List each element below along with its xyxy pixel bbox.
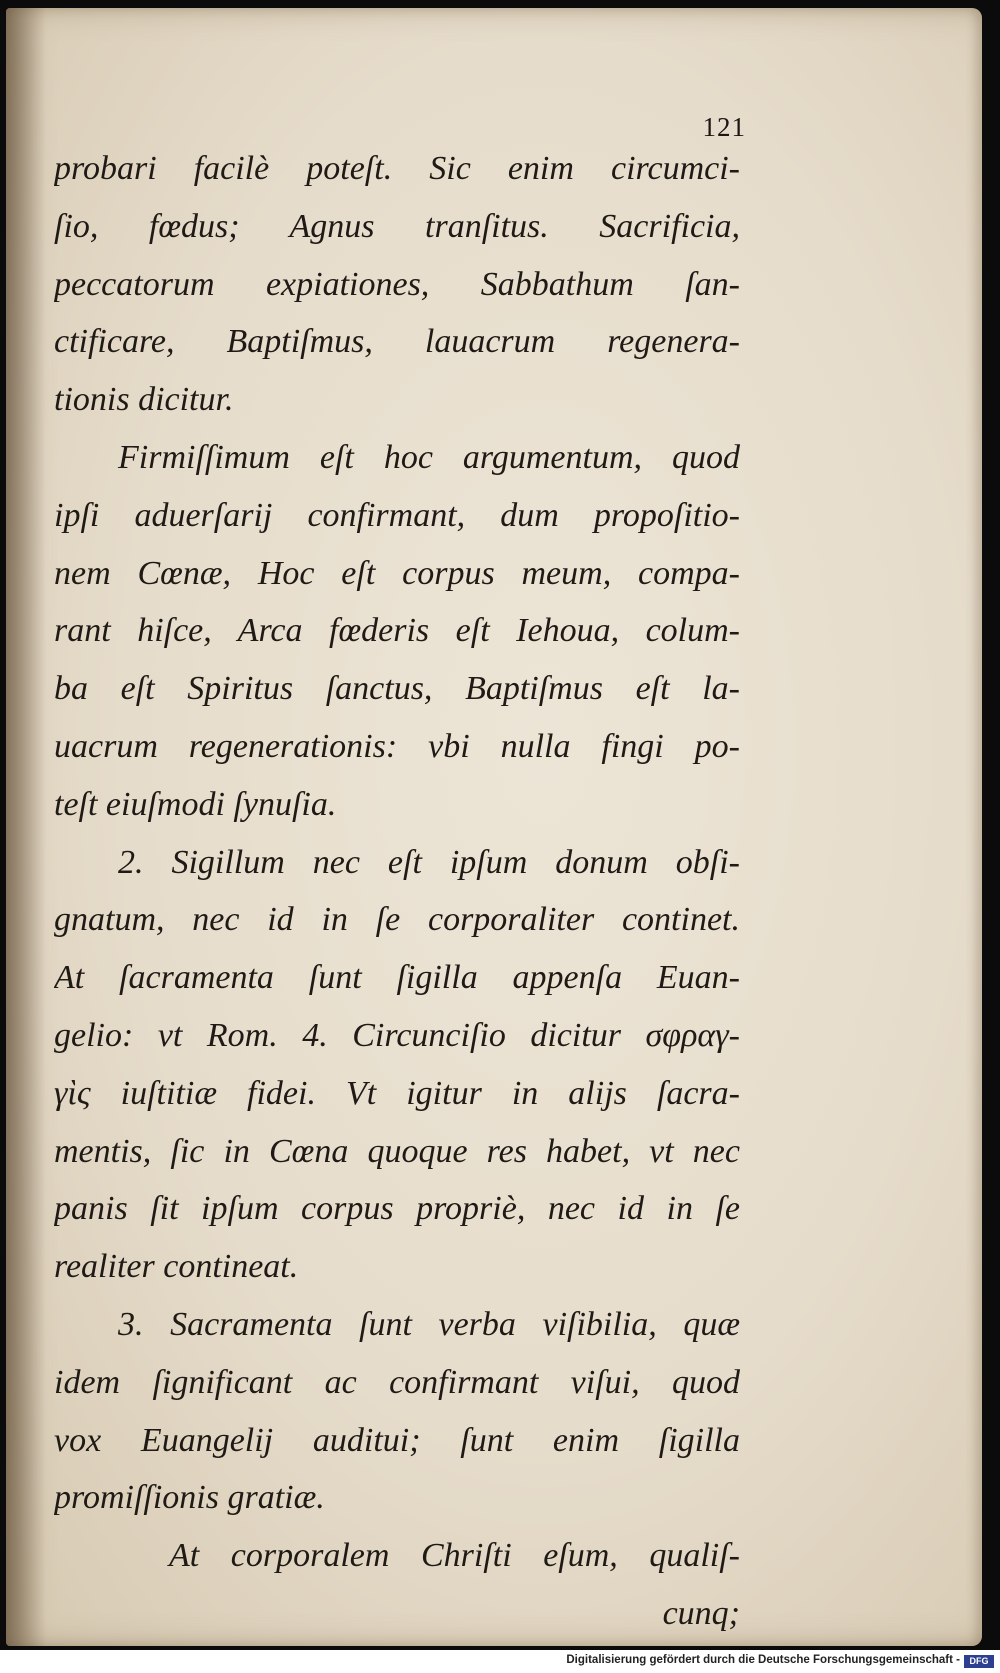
page-number: 121: [702, 112, 746, 142]
paragraph-start-line: Firmiſſimum eſt hoc argumentum, quod: [118, 438, 740, 476]
paragraph-start-line: 3. Sacramenta ſunt verba viſibilia, quæ: [118, 1305, 740, 1343]
text-line: ſio, fœdus; Agnus tranſitus. Sacrificia,: [54, 207, 740, 245]
paragraph-start-line: At corporalem Chriſti eſum, qualiſ-: [169, 1537, 740, 1575]
dfg-logo: DFG: [964, 1655, 994, 1668]
text-line: gelio: vt Rom. 4. Circunciſio dicitur σφραγ-: [54, 1016, 740, 1054]
text-line: vox Euangelij auditui; ſunt enim ſigilla: [54, 1421, 740, 1459]
catchword: cunq;: [662, 1594, 740, 1632]
text-line: γὶς iuſtitiæ fidei. Vt igitur in alijs ſacra-: [54, 1074, 740, 1112]
text-line: idem ſignificant ac confirmant viſui, quod: [54, 1363, 740, 1401]
text-line: tionis dicitur.: [54, 381, 234, 419]
text-line: gnatum, nec id in ſe corporaliter continet.: [54, 901, 740, 939]
text-line: rant hiſce, Arca fœderis eſt Iehoua, colum-: [54, 612, 740, 650]
text-line: uacrum regenerationis: vbi nulla fingi po-: [54, 727, 740, 765]
text-line: probari facilè poteſt. Sic enim circumci-: [54, 150, 740, 187]
text-line: ipſi aduerſarij confirmant, dum propoſitio-: [54, 496, 740, 534]
text-line: ba eſt Spiritus ſanctus, Baptiſmus eſt la-: [54, 670, 740, 708]
text-line: peccatorum expiationes, Sabbathum ſan-: [54, 265, 740, 303]
body-text: [54, 140, 740, 1643]
text-line: teſt eiuſmodi ſynuſia.: [54, 785, 337, 823]
paragraph-start-line: 2. Sigillum nec eſt ipſum donum obſi-: [118, 843, 740, 881]
text-line: panis ſit ipſum corpus propriè, nec id in ſe: [54, 1190, 740, 1228]
text-line: ctificare, Baptiſmus, lauacrum regenera-: [54, 323, 740, 361]
text-line: mentis, ſic in Cœna quoque res habet, vt nec: [54, 1132, 740, 1170]
footer-bar: [0, 1650, 1000, 1673]
digitization-credit: Digitalisierung gefördert durch die Deutsche Forschungsgemeinschaft -: [566, 1654, 960, 1666]
gutter-shadow: [6, 8, 46, 1646]
text-line: nem Cœnæ, Hoc eſt corpus meum, compa-: [54, 554, 740, 592]
text-line: promiſſionis gratiæ.: [54, 1479, 325, 1517]
text-line: At ſacramenta ſunt ſigilla appenſa Euan-: [54, 959, 740, 997]
text-line: realiter contineat.: [54, 1248, 299, 1286]
